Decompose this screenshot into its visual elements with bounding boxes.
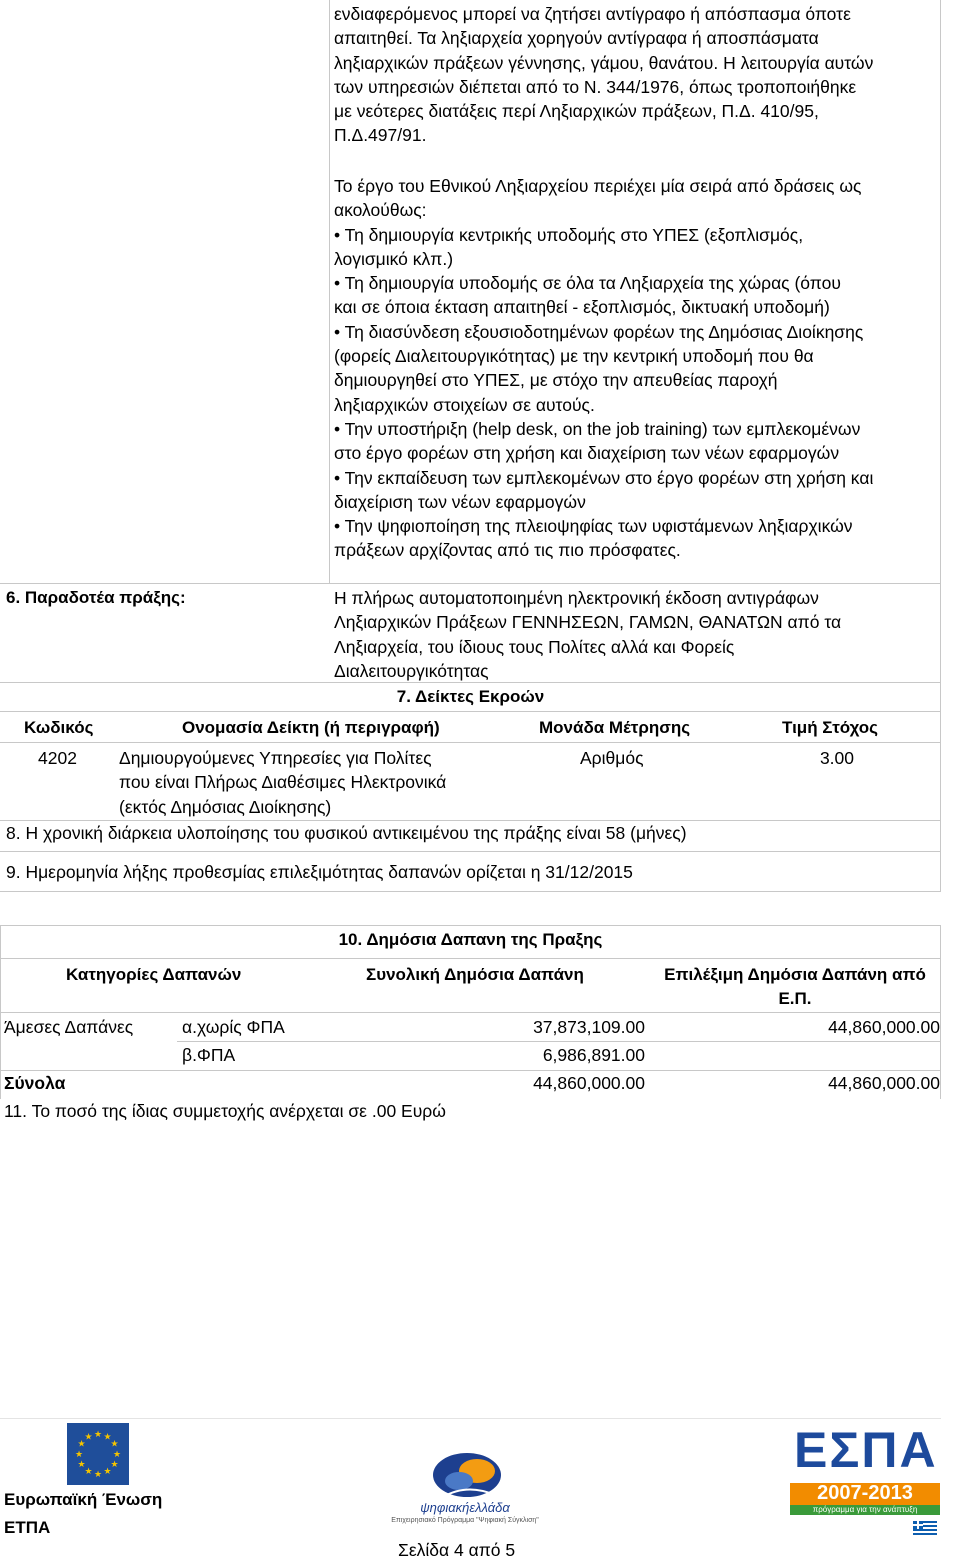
svg-text:★: ★ xyxy=(93,1430,103,1440)
text-line: στο έργο φορέων στη χρήση και διαχείριση των νέων εφαρμογών xyxy=(334,443,840,464)
text-line: Το έργο του Εθνικού Ληξιαρχείου περιέχει μία σειρά από δράσεις ως xyxy=(334,176,862,196)
text-line: Δημιουργούμενες Υπηρεσίες για Πολίτες xyxy=(119,748,432,768)
indicator-header-unit: Μονάδα Μέτρησης xyxy=(539,718,691,737)
text-line: • Την ψηφιοποίηση της πλειοψηφίας των υφιστάμενων ληξιαρχικών xyxy=(334,516,853,537)
text-line: • Τη διασύνδεση εξουσιοδοτημένων φορέων της Δημόσιας Διοίκησης xyxy=(334,321,864,342)
expense-subcategory: β.ΦΠΑ xyxy=(182,1045,236,1065)
section6-divider xyxy=(0,583,941,584)
text-line: Ληξιαρχεία, του ίδιους τους Πολίτες αλλά και Φορείς xyxy=(334,636,735,657)
svg-text:★: ★ xyxy=(112,1450,122,1460)
svg-text:★: ★ xyxy=(77,1439,86,1450)
espa-years: 2007-2013 xyxy=(817,1482,913,1504)
digital-greece-text: ψηφιακήελλάδα xyxy=(420,1500,510,1515)
digital-greece-subtitle: Επιχειρησιακό Πρόγραμμα "Ψηφιακή Σύγκλιση" xyxy=(391,1517,539,1524)
text-line: διαχείριση των νέων εφαρμογών xyxy=(334,491,586,512)
section9-deadline: 9. Ημερομηνία λήξης προθεσμίας επιλεξιμότητας δαπανών ορίζεται η 31/12/2015 xyxy=(6,862,633,882)
expense-header-categories: Κατηγορίες Δαπανών xyxy=(66,965,242,984)
text-line: ληξιαρχικών πράξεων γέννησης, γάμου, θανάτου. Η λειτουργία αυτών xyxy=(334,52,874,73)
text-line: Η πλήρως αυτοματοποιημένη ηλεκτρονική έκδοση αντιγράφων xyxy=(334,588,819,608)
indicator-target: 3.00 xyxy=(819,748,854,768)
section7-divider xyxy=(0,682,941,683)
totals-total: 44,860,000.00 xyxy=(533,1073,645,1093)
indicator-header-name: Ονομασία Δείκτη (ή περιγραφή) xyxy=(182,718,440,737)
espa-subtitle: πρόγραμμα για την ανάπτυξη xyxy=(812,1505,918,1514)
expense-header-eligible xyxy=(648,963,942,1011)
text-line: ενδιαφερόμενος μπορεί να ζητήσει αντίγραφο ή απόσπασμα όποτε xyxy=(334,4,851,24)
left-column-frame xyxy=(0,0,330,583)
digital-greece-logo xyxy=(385,1437,545,1547)
eu-label: Ευρωπαϊκή Ένωση xyxy=(4,1490,163,1509)
text-line: • Την υποστήριξη (help desk, on the job training) των εμπλεκομένων xyxy=(334,418,861,439)
indicator-name xyxy=(119,746,446,819)
eu-flag-logo xyxy=(67,1423,129,1485)
svg-text:★: ★ xyxy=(93,1470,103,1480)
svg-text:★: ★ xyxy=(110,1439,119,1450)
svg-text:★: ★ xyxy=(110,1460,119,1470)
svg-text:★: ★ xyxy=(84,1432,93,1443)
text-line: των υπηρεσιών διέπεται από το Ν. 344/1976, όπως τροποποιήθηκε xyxy=(334,76,857,97)
section7-row-divider xyxy=(0,742,941,743)
section10-header-divider xyxy=(0,958,941,959)
text-line: δημιουργηθεί στο ΥΠΕΣ, με στόχο την απευθείας παροχή xyxy=(334,370,778,391)
totals-label: Σύνολα xyxy=(4,1073,66,1093)
row-divider xyxy=(177,1041,941,1042)
section6-deliverables xyxy=(334,586,940,683)
text-line: και σε όποια έκταση απαιτηθεί - εξοπλισμός, δικτυακή υποδομή) xyxy=(334,297,830,318)
description-paragraph xyxy=(334,2,940,148)
expense-header-total: Συνολική Δημόσια Δαπάνη xyxy=(366,965,584,984)
text-line: Π.Δ.497/91. xyxy=(334,125,427,146)
text-line: (εκτός Δημόσιας Διοίκησης) xyxy=(119,796,332,817)
actions-paragraph xyxy=(334,174,940,563)
text-line: Διαλειτουργικότητας xyxy=(334,660,489,681)
erdf-label: ΕΤΠΑ xyxy=(4,1518,51,1537)
text-line: Ληξιαρχικών Πράξεων ΓΕΝΝΗΣΕΩΝ, ΓΑΜΩΝ, ΘΑΝΑΤΩΝ από τα xyxy=(334,612,842,633)
section8-duration: 8. Η χρονική διάρκεια υλοποίησης του φυσικού αντικειμένου της πράξης είναι 58 (μήνες) xyxy=(6,823,687,843)
indicator-header-code: Κωδικός xyxy=(24,718,94,737)
page-number: Σελίδα 4 από 5 xyxy=(398,1540,516,1560)
svg-text:★: ★ xyxy=(77,1460,86,1470)
section9-divider xyxy=(0,851,941,852)
footer-divider xyxy=(0,1418,941,1419)
text-line: που είναι Πλήρως Διαθέσιμες Ηλεκτρονικά xyxy=(119,772,447,793)
greek-flag-icon xyxy=(913,1521,937,1537)
expense-total: 6,986,891.00 xyxy=(542,1045,645,1065)
expense-total: 37,873,109.00 xyxy=(533,1017,645,1037)
text-line: λογισμικό κλπ.) xyxy=(334,248,454,269)
text-line: • Την εκπαίδευση των εμπλεκομένων στο έργο φορέων στη χρήση και xyxy=(334,467,874,488)
section10-rows-divider xyxy=(0,1012,941,1013)
header-line: Επιλέξιμη Δημόσια Δαπάνη από xyxy=(664,965,926,984)
section6-label: 6. Παραδοτέα πράξης: xyxy=(6,588,186,607)
text-line: πράξεων αρχίζοντας από τις πιο πρόσφατες. xyxy=(334,540,681,561)
text-line: • Τη δημιουργία υποδομής σε όλα τα Ληξιαρχεία της χώρας (όπου xyxy=(334,273,841,294)
section7-header-divider xyxy=(0,711,941,712)
text-line: • Τη δημιουργία κεντρικής υποδομής στο ΥΠΕΣ (εξοπλισμός, xyxy=(334,224,804,245)
text-line: ληξιαρχικών στοιχείων σε αυτούς. xyxy=(334,394,595,415)
text-line: ακολούθως: xyxy=(334,200,427,221)
text-line: απαιτηθεί. Τα ληξιαρχεία χορηγούν αντίγραφα ή αποσπάσματα xyxy=(334,28,819,49)
svg-text:★: ★ xyxy=(103,1432,112,1443)
totals-eligible: 44,860,000.00 xyxy=(828,1073,940,1093)
indicator-code: 4202 xyxy=(38,748,77,768)
text-line: (φορείς Διαλειτουργικότητας) με την κεντρική υποδομή που θα xyxy=(334,346,814,367)
espa-title: ΕΣΠΑ xyxy=(794,1422,938,1478)
indicator-unit: Αριθμός xyxy=(580,748,644,768)
svg-text:★: ★ xyxy=(103,1467,112,1477)
svg-text:★: ★ xyxy=(84,1467,93,1477)
expense-category: Άμεσες Δαπάνες xyxy=(4,1017,134,1037)
expense-subcategory: α.χωρίς ΦΠΑ xyxy=(182,1017,285,1037)
svg-text:★: ★ xyxy=(74,1450,84,1460)
section11-own-contribution: 11. Το ποσό της ίδιας συμμετοχής ανέρχεται σε .00 Ευρώ xyxy=(4,1101,446,1121)
section7-title: 7. Δείκτες Εκροών xyxy=(396,687,545,706)
indicator-header-target: Τιμή Στόχος xyxy=(782,718,878,737)
expense-eligible: 44,860,000.00 xyxy=(828,1017,940,1037)
section10-title: 10. Δημόσια Δαπανη της Πραξης xyxy=(338,930,603,949)
text-line: με νεότερες διατάξεις περί Ληξιαρχικών πράξεων, Π.Δ. 410/95, xyxy=(334,101,819,122)
header-line: Ε.Π. xyxy=(778,989,812,1008)
